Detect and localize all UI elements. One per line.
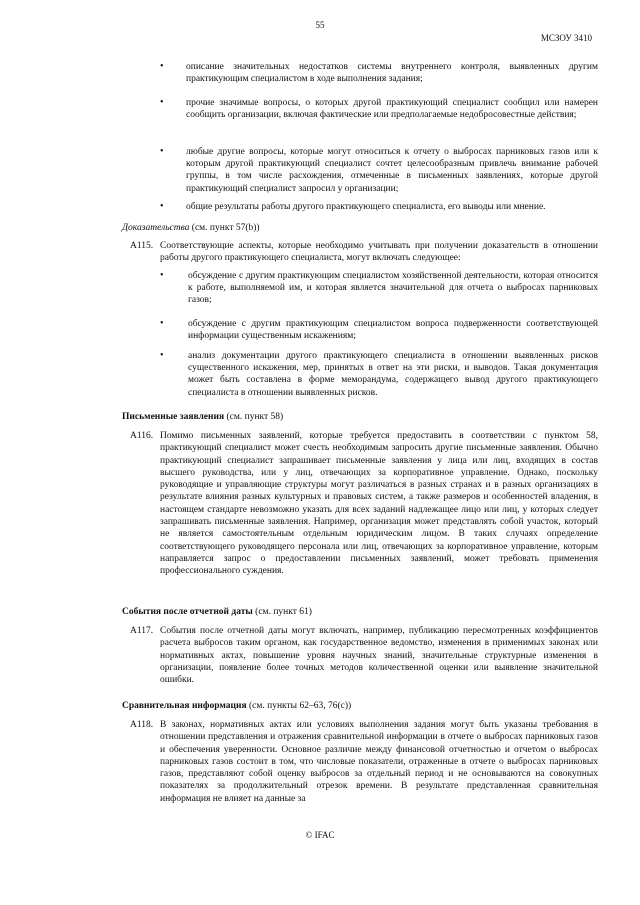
section-heading-evidence [122, 222, 260, 234]
document-code: МСЗОУ 3410 [540, 33, 592, 43]
paragraph-a116 [130, 430, 598, 578]
list-item: • описание значительных недостатков системы внутреннего контроля, выявленных другим практикующим специалистом в ходе выполнения задания; [186, 61, 598, 85]
footer-copyright: © IFAC [305, 830, 335, 840]
paragraph-text: Помимо письменных заявлений, которые требуется предоставить в соответствии с пунктом 58, практикующий специалист может счесть необходимым запросить другие письменные заявления. Обычно практикующий специалист запрашивает письменные заявления у лица или лиц, входящих в состав высшего руководства, или у лиц, отвечающих за корпоративное управление. Однако, поскольку руководящие и управляющие структуры могут различаться в разных странах и в разных организациях в результате влияния разных культурных и правовых систем, а также размеров и особенностей владения, в настоящем стандарте невозможно указать для всех заданий надлежащее лицо или лиц, у которых следует запрашивать письменные заявления. Например, организация может представлять собой участок, который не является самостоятельным отдельным юридическим лицом. В таких случаях определение соответствующего руководящего персонала или лиц, отвечающих за корпоративное управление, которым направляется запрос о предоставлении письменных заявлений, может требовать применения профессионального суждения. [160, 431, 598, 577]
page-number: 55 [315, 20, 325, 30]
section-title: Письменные заявления [122, 412, 225, 422]
paragraph-number: A117. [130, 626, 154, 636]
section-title: События после отчетной даты [122, 607, 253, 617]
list-item: • анализ документации другого практикующего специалиста в отношении выявленных рисков существенного искажения, мер, принятых в ответ на эти риски, и выводов. Такая документация может быть составлена в форме меморандума, содержащего вывод другого практикующего специалиста в отношении выявленных рисков. [188, 350, 598, 399]
section-reference: (см. пункт 57(b)) [189, 223, 260, 233]
section-reference: (см. пункт 58) [224, 412, 284, 422]
section-reference: (см. пункты 62–63, 76(c)) [246, 701, 352, 711]
paragraph-a115 [130, 240, 598, 265]
list-item: • любые другие вопросы, которые могут относиться к отчету о выбросах парниковых газов или к которым другой практикующий специалист сочтет целесообразным привлечь внимание рабочей группы, в том числе расхождения, отмеченные в письменных заявлениях, которые другой практикующий специалист запросил у организации; [186, 146, 598, 195]
section-heading-comparative [122, 700, 351, 712]
list-item: • прочие значимые вопросы, о которых другой практикующий специалист сообщил или намерен сообщить организации, включая фактические или предполагаемые недобросовестные действия; [186, 97, 598, 121]
list-item: • обсуждение с другим практикующим специалистом хозяйственной деятельности, которая относится к работе, выполняемой им, и которая является значительной для отчета о выбросах парниковых газов; [188, 270, 598, 307]
section-reference: (см. пункт 61) [252, 607, 312, 617]
section-heading-written [122, 411, 283, 423]
paragraph-text: События после отчетной даты могут включать, например, публикацию пересмотренных коэффициентов расчета выбросов таким органом, как государственное ведомство, изменения в применимых законах или нормативных актах, повышение уровня научных знаний, значительные структурные изменения в организации, появление более точных методов количественной оценки или выявление значительной ошибки. [160, 626, 598, 686]
paragraph-text: В законах, нормативных актах или условиях выполнения задания могут быть указаны требования в отношении представления и отражения сравнительной информации в отчете о выбросах парниковых газов и обеспечения уверенности. Основное различие между финансовой отчетностью и отчетом о выбросах парниковых газов состоит в том, что числовые показатели, отраженные в отчете о выбросах парниковых газов, представляют собой оценку выбросов за отдельный период и не основываются на совокупных показателях за продолжительный отрезок времени. В результате представленная сравнительная информация не влияет на данные за [160, 720, 598, 804]
section-title: Доказательства [122, 223, 190, 233]
paragraph-a117 [130, 625, 598, 686]
list-item: • обсуждение с другим практикующим специалистом вопроса подверженности соответствующей информации существенным искажениям; [188, 318, 598, 342]
section-heading-events [122, 606, 312, 618]
paragraph-number: A116. [130, 431, 154, 441]
paragraph-number: A115. [130, 241, 154, 251]
section-title: Сравнительная информация [122, 701, 247, 711]
paragraph-a118 [130, 719, 598, 805]
paragraph-number: A118. [130, 720, 154, 730]
paragraph-text: Соответствующие аспекты, которые необходимо учитывать при получении доказательств в отношении работы другого практикующего специалиста, могут включать следующее: [160, 241, 598, 264]
list-item: • общие результаты работы другого практикующего специалиста, его выводы или мнение. [186, 201, 598, 213]
